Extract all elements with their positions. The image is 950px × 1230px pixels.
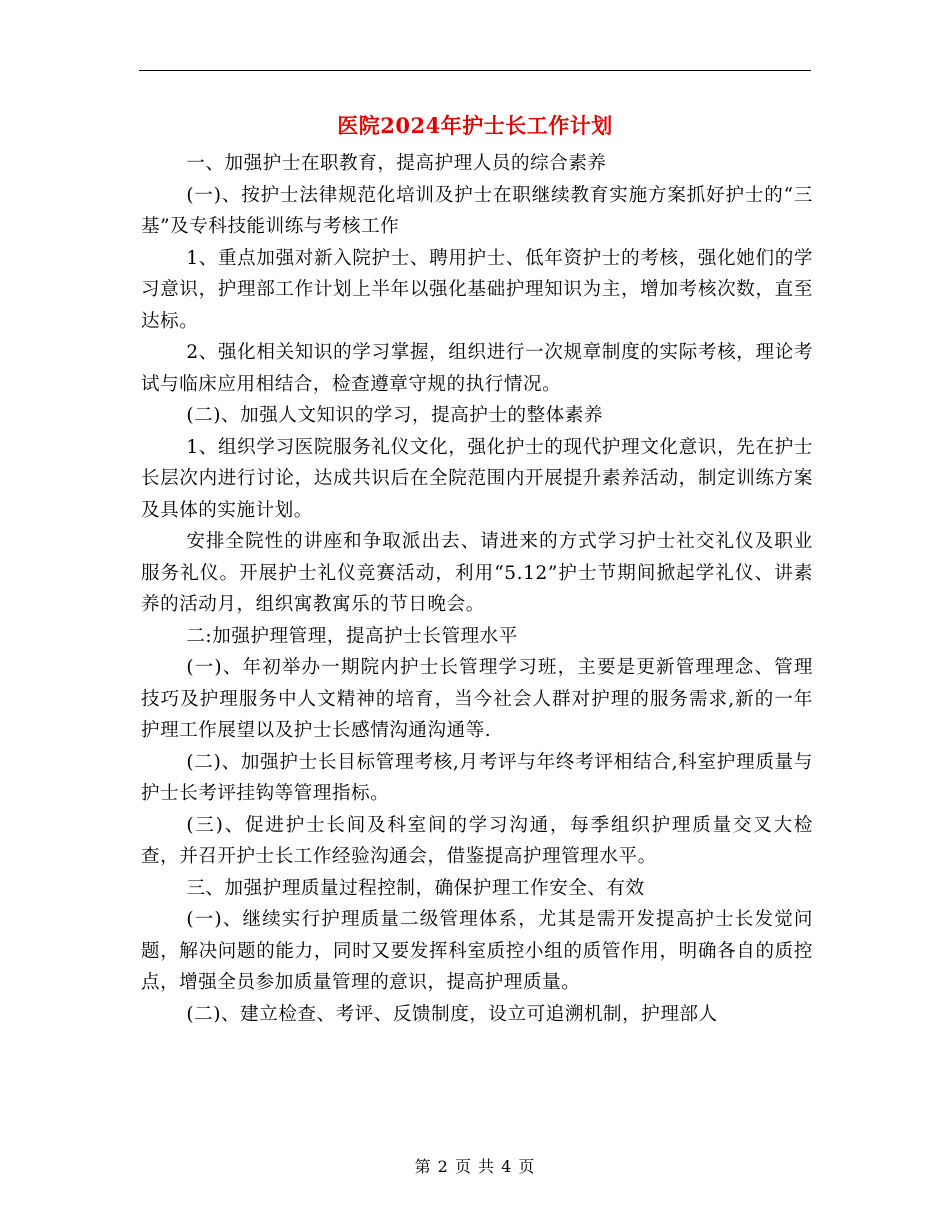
paragraph-1-2-item-1: 1、组织学习医院服务礼仪文化，强化护士的现代护理文化意识，先在护士长层次内进行讨论，达成共识后在全院范围内开展提升素养活动，制定训练方案及具体的实施计划。 (141, 436, 813, 521)
paragraph-3-2: (二)、建立检查、考评、反馈制度，设立可追溯机制，护理部人 (186, 1003, 718, 1025)
paragraph-3-1: (一)、继续实行护理质量二级管理体系，尤其是需开发提高护士长发觉问题，解决问题的能力，同时又要发挥科室质控小组的质管作用，明确各自的质控点，增强全员参加质量管理的意识，提高护理质量。 (141, 909, 813, 993)
paragraph-section-1-heading: 一、加强护士在职教育，提高护理人员的综合素养 (186, 153, 607, 174)
paragraph-2-1: (一)、年初举办一期院内护士长管理学习班，主要是更新管理理念、管理技巧及护理服务中人文精神的培育，当今社会人群对护理的服务需求,新的一年护理工作展望以及护士长感情沟通沟通等. (141, 657, 813, 741)
page-footer: 第 2 页 共 4 页 (414, 1157, 536, 1176)
document-body (141, 148, 813, 1030)
paragraph-1-1-item-2: 2、强化相关知识的学习掌握，组织进行一次规章制度的实际考核，理论考试与临床应用相结合，检查遵章守规的执行情况。 (141, 342, 813, 395)
paragraph-1-1: (一)、按护士法律规范化培训及护士在职继续教育实施方案抓好护士的“三基”及专科技能训练与考核工作 (141, 184, 813, 237)
header-rule (139, 70, 811, 71)
paragraph-section-3-heading: 三、加强护理质量过程控制，确保护理工作安全、有效 (186, 877, 645, 899)
paragraph-1-1-item-1: 1、重点加强对新入院护士、聘用护士、低年资护士的考核，强化她们的学习意识，护理部工作计划上半年以强化基础护理知识为主，增加考核次数，直至达标。 (141, 247, 813, 332)
paragraph-1-2: (二)、加强人文知识的学习，提高护士的整体素养 (186, 405, 604, 426)
paragraph-section-2-heading: 二:加强护理管理，提高护士长管理水平 (186, 625, 518, 647)
paragraph-2-2: (二)、加强护士长目标管理考核,月考评与年终考评相结合,科室护理质量与护士长考评挂钩等管理指标。 (141, 751, 813, 804)
document-title: 医院2024年护士长工作计划 (337, 113, 613, 138)
paragraph-2-3: (三)、促进护士长间及科室间的学习沟通，每季组织护理质量交叉大检查，并召开护士长工作经验沟通会，借鉴提高护理管理水平。 (141, 814, 813, 867)
paragraph-1-2-etiquette: 安排全院性的讲座和争取派出去、请进来的方式学习护士社交礼仪及职业服务礼仪。开展护士礼仪竞赛活动，利用“5.12”护士节期间掀起学礼仪、讲素养的活动月，组织寓教寓乐的节日晚会。 (141, 531, 813, 615)
